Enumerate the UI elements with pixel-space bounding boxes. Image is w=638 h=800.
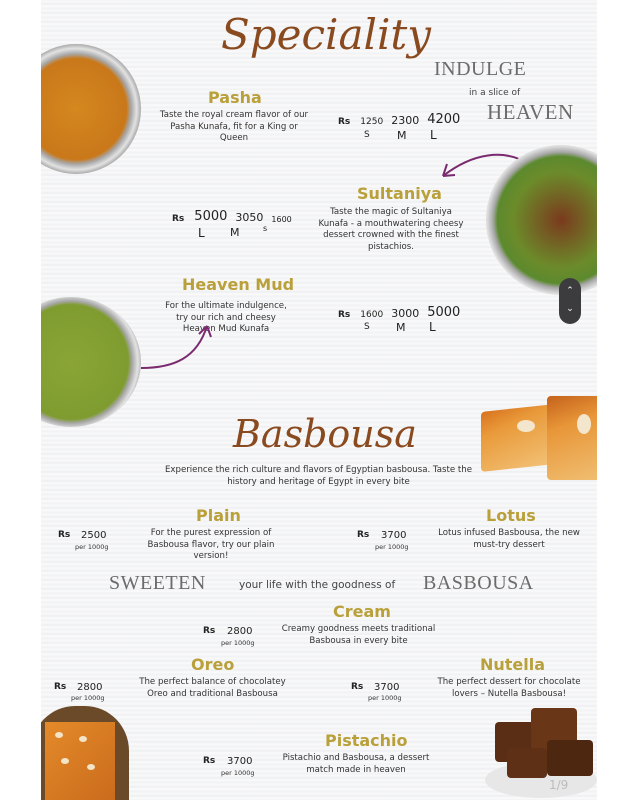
heaven-mud-size-l: L — [429, 320, 436, 334]
heaven-mud-size-s: S — [364, 322, 370, 332]
cream-per: per 1000g — [221, 639, 255, 647]
sultaniya-size-l: L — [198, 226, 205, 240]
plain-description: For the purest expression of Basbousa flavor, try our plain version! — [147, 528, 275, 561]
basbousa-intro: Experience the rich culture and flavors of Egyptian basbousa. Taste the history and heritage of Egypt in every bite — [165, 465, 472, 487]
pistachio-rs-label: Rs — [203, 756, 216, 766]
lotus-description: Lotus infused Basbousa, the new must-try dessert — [438, 528, 580, 550]
heaven-mud-kunafa-image — [41, 297, 141, 427]
indulge-text: INDULGE — [434, 58, 527, 80]
price-small: 1600 — [271, 215, 292, 224]
cream-price: 2800 — [227, 626, 253, 637]
pistachio-price: 3700 — [227, 756, 253, 767]
basbousa-title: Basbousa — [233, 412, 417, 456]
sultaniya-size-m: M — [230, 226, 240, 239]
oreo-description: The perfect balance of chocolatey Oreo and traditional Basbousa — [139, 677, 286, 699]
basbousa-tray-image — [41, 706, 129, 800]
sultaniya-prices — [172, 209, 292, 224]
rs-label: Rs — [172, 214, 185, 224]
sultaniya-size-s: s — [263, 224, 268, 233]
nutella-per: per 1000g — [368, 694, 402, 702]
nutella-basbousa-image — [481, 700, 597, 800]
basbousa-cake-image — [481, 396, 597, 486]
pistachio-per: per 1000g — [221, 769, 255, 777]
price-medium: 2300 — [391, 114, 420, 127]
nutella-price: 3700 — [374, 682, 400, 693]
sweeten-middle-text: your life with the goodness of — [239, 579, 396, 591]
oreo-per: per 1000g — [71, 694, 105, 702]
price-large: 5000 — [427, 305, 461, 320]
pasha-size-l: L — [430, 128, 437, 142]
nutella-rs-label: Rs — [351, 682, 364, 692]
oreo-price: 2800 — [77, 682, 103, 693]
price-small: 1600 — [360, 310, 384, 320]
heaven-mud-size-m: M — [396, 321, 406, 334]
heaven-text: HEAVEN — [487, 100, 574, 124]
lotus-title: Lotus — [486, 506, 536, 525]
page-indicator: 1/9 — [549, 778, 569, 792]
pasha-description: Taste the royal cream flavor of our Pasha Kunafa, fit for a King or Queen — [159, 110, 309, 143]
heaven-mud-prices — [338, 305, 460, 320]
cream-description: Creamy goodness meets traditional Basbousa in every bite — [281, 624, 436, 646]
heaven-mud-arrow-icon — [139, 320, 219, 372]
nutella-description: The perfect dessert for chocolate lovers – Nutella Basbousa! — [437, 677, 581, 699]
sultaniya-title: Sultaniya — [357, 184, 442, 203]
heaven-mud-description: For the ultimate indulgence, try our rich and cheesy Heaven Mud Kunafa — [165, 301, 287, 334]
speciality-title: Speciality — [221, 10, 431, 59]
plain-price: 2500 — [81, 530, 107, 541]
cream-rs-label: Rs — [203, 626, 216, 636]
pasha-prices — [338, 112, 460, 127]
price-medium: 3000 — [391, 307, 420, 320]
pasha-title: Pasha — [208, 88, 262, 107]
plain-title: Plain — [196, 506, 241, 525]
menu-page — [41, 0, 597, 800]
plain-rs-label: Rs — [58, 530, 71, 540]
price-large: 4200 — [427, 112, 461, 127]
pistachio-title: Pistachio — [325, 731, 408, 750]
pistachio-description: Pistachio and Basbousa, a dessert match made in heaven — [282, 753, 430, 775]
lotus-rs-label: Rs — [357, 530, 370, 540]
nutella-title: Nutella — [480, 655, 546, 674]
sweeten-text: SWEETEN — [109, 572, 206, 594]
plain-per: per 1000g — [75, 543, 109, 551]
scroll-down-icon[interactable]: ⌄ — [566, 304, 574, 314]
rs-label: Rs — [338, 117, 351, 127]
basbousa-caps-text: BASBOUSA — [423, 572, 534, 594]
pasha-size-s: S — [364, 130, 370, 140]
heaven-mud-title: Heaven Mud — [182, 275, 295, 294]
lotus-per: per 1000g — [375, 543, 409, 551]
oreo-rs-label: Rs — [54, 682, 67, 692]
rs-label: Rs — [338, 310, 351, 320]
pasha-size-m: M — [397, 129, 407, 142]
pasha-kunafa-image — [41, 44, 141, 174]
oreo-title: Oreo — [191, 655, 235, 674]
scroll-up-icon[interactable]: ⌃ — [566, 286, 574, 296]
slice-text: in a slice of — [469, 88, 521, 98]
price-medium: 3050 — [235, 211, 264, 224]
cream-title: Cream — [333, 602, 391, 621]
lotus-price: 3700 — [381, 530, 407, 541]
scroll-control[interactable] — [559, 278, 581, 324]
price-large: 5000 — [194, 209, 228, 224]
sultaniya-description: Taste the magic of Sultaniya Kunafa - a mouthwatering cheesy dessert crowned with the finest pistachios. — [318, 207, 464, 252]
price-small: 1250 — [360, 117, 384, 127]
